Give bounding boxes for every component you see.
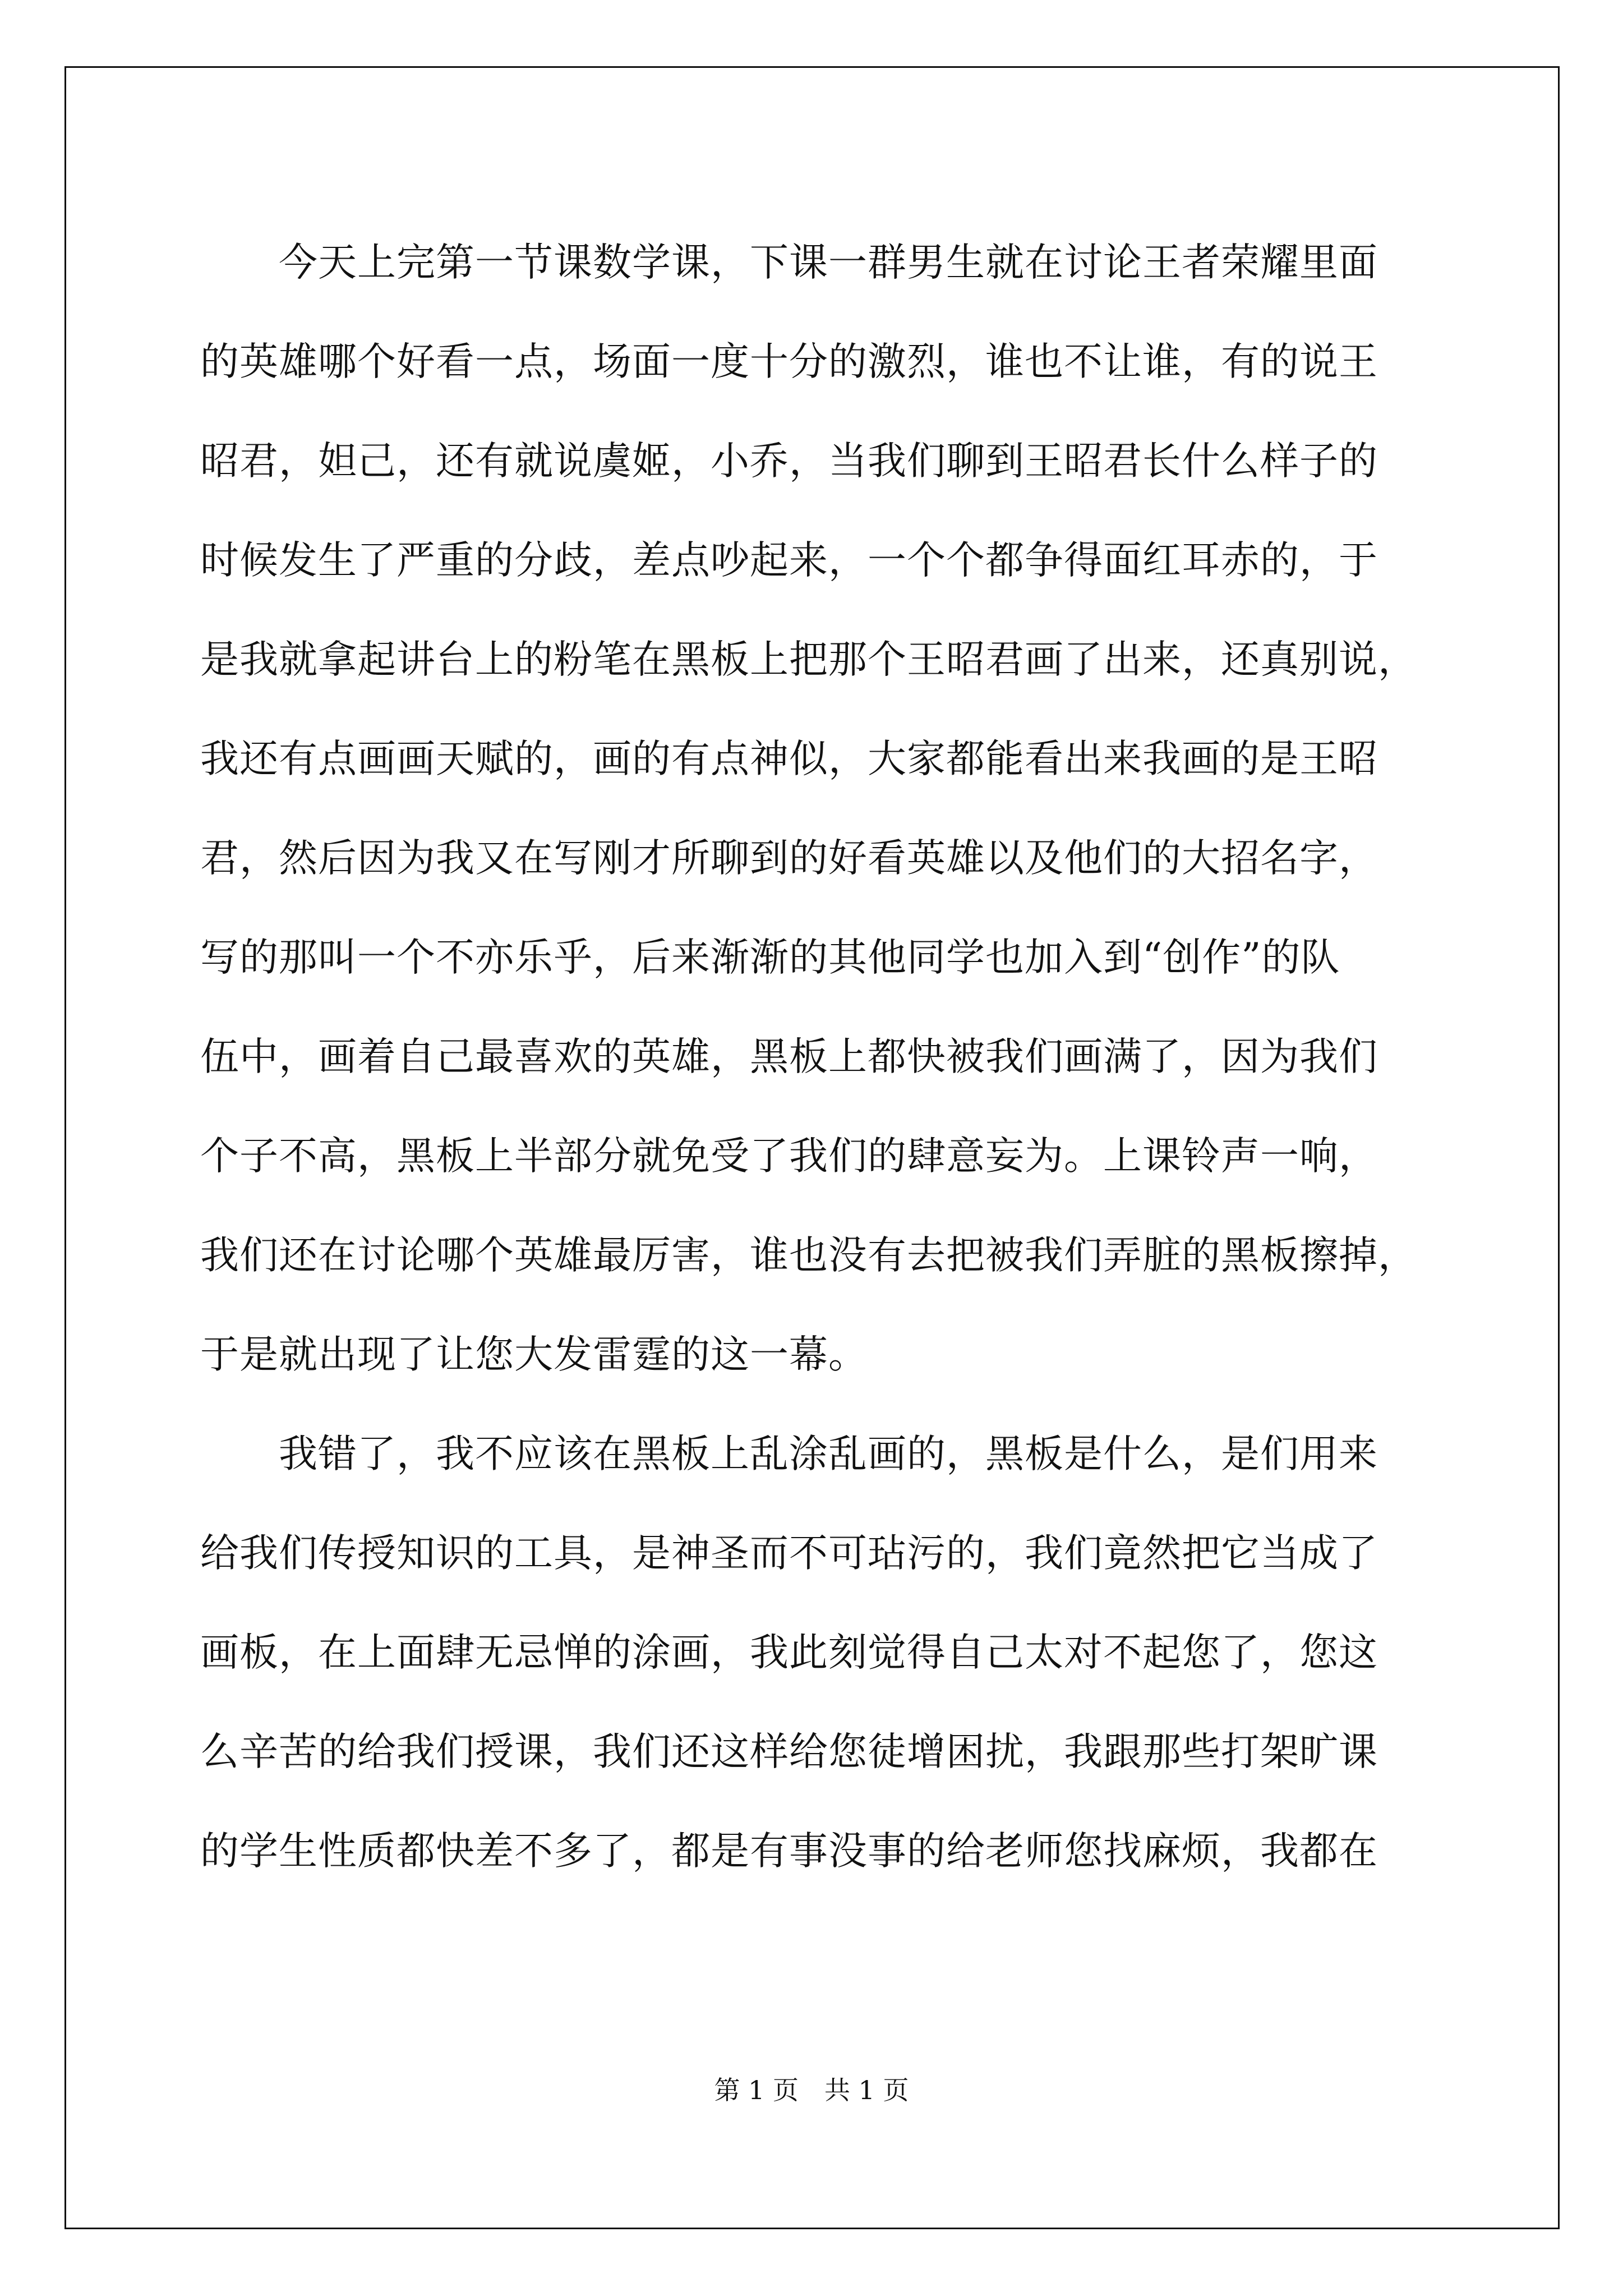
text-line: 昭君，妲己，还有就说虞姬，小乔，当我们聊到王昭君长什么样子的 <box>200 439 1378 484</box>
document-body <box>200 213 1468 1901</box>
paragraph-1 <box>200 213 1468 1405</box>
text-line: 我们还在讨论哪个英雄最厉害，谁也没有去把被我们弄脏的黑板擦掉， <box>200 1233 1417 1278</box>
paragraph-2 <box>200 1405 1468 1901</box>
text-line: 的学生性质都快差不多了，都是有事没事的给老师您找麻烦，我都在 <box>200 1829 1378 1874</box>
text-line: 写的那叫一个不亦乐乎，后来渐渐的其他同学也加入到“创作”的队 <box>200 935 1340 980</box>
text-line: 我还有点画画天赋的，画的有点神似，大家都能看出来我画的是王昭 <box>200 737 1378 781</box>
page-number-footer: 第 1 页 共 1 页 <box>714 2075 909 2105</box>
text-line: 我错了，我不应该在黑板上乱涂乱画的，黑板是什么，是们用来 <box>200 1432 1378 1476</box>
text-line: 的英雄哪个好看一点，场面一度十分的激烈，谁也不让谁，有的说王 <box>200 339 1378 384</box>
text-line: 给我们传授知识的工具，是神圣而不可玷污的，我们竟然把它当成了 <box>200 1531 1378 1576</box>
text-line: 伍中，画着自己最喜欢的英雄，黑板上都快被我们画满了，因为我们 <box>200 1034 1378 1079</box>
text-line: 时候发生了严重的分歧，差点吵起来，一个个都争得面红耳赤的，于 <box>200 538 1378 583</box>
text-line: 个子不高，黑板上半部分就免受了我们的肆意妄为。上课铃声一响， <box>200 1134 1378 1179</box>
text-line: 么辛苦的给我们授课，我们还这样给您徒增困扰，我跟那些打架旷课 <box>200 1729 1378 1774</box>
text-line: 于是就出现了让您大发雷霆的这一幕。 <box>200 1332 868 1377</box>
text-line: 画板，在上面肆无忌惮的涂画，我此刻觉得自己太对不起您了，您这 <box>200 1630 1378 1675</box>
text-line: 是我就拿起讲台上的粉笔在黑板上把那个王昭君画了出来，还真别说， <box>200 637 1417 682</box>
text-line: 今天上完第一节课数学课，下课一群男生就在讨论王者荣耀里面 <box>200 240 1378 285</box>
text-line: 君，然后因为我又在写刚才所聊到的好看英雄以及他们的大招名字， <box>200 836 1378 881</box>
